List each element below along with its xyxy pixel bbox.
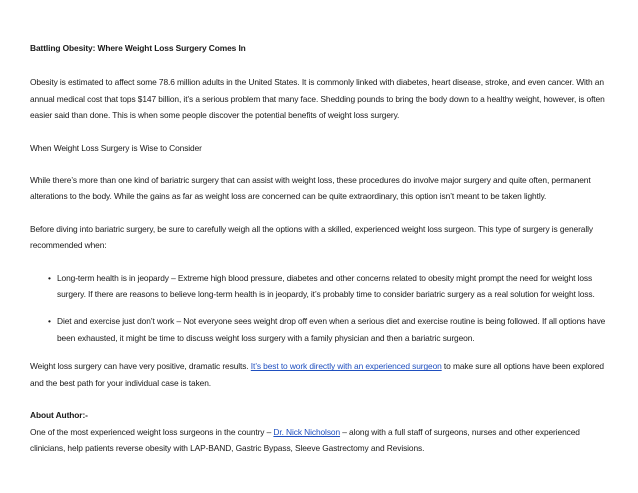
document-title: Battling Obesity: Where Weight Loss Surgery Comes In [30, 43, 246, 53]
list-item-text: Diet and exercise just don’t work – Not everyone sees weight drop off even when a serious diet and exercise routine is being followed. If all options have been exhausted, it might be time to discuss weight loss surgery with a family physician and then a bariatric surgeon. [57, 316, 606, 343]
document-page [30, 40, 610, 456]
closing-text-before: Weight loss surgery can have very positive, dramatic results. [30, 361, 251, 372]
closing-text-after: to make sure all options have been explored and the best path for your individual case is taken. [30, 361, 604, 388]
about-author-heading: About Author:- [30, 410, 88, 421]
paragraph-bariatric-overview: While there’s more than one kind of bariatric surgery that can assist with weight loss, these procedures do involve major surgery and quite often, permanent alterations to the body. While the gains as far as weight loss are concerned can be quite extraordinary, this option isn’t meant to be taken lightly. [30, 175, 591, 202]
about-author-paragraph [30, 424, 610, 457]
author-text-after: – along with a full staff of surgeons, nurses and other experienced clinicians, help patients reverse obesity with LAP-BAND, Gastric Bypass, Sleeve Gastrectomy and Revisions. [30, 426, 580, 453]
intro-paragraph: Obesity is estimated to affect some 78.6 million adults in the United States. It is commonly linked with diabetes, heart disease, stroke, and even cancer. With an annual medical cost that tops $147 billion, it’s a serious problem that many face. Shedding pounds to bring the body down to a healthy weight, however, is often easier said than done. This is when some people discover the potential benefits of weight loss surgery. [30, 77, 605, 121]
dr-nick-nicholson-link[interactable]: Dr. Nick Nicholson [273, 426, 341, 437]
closing-paragraph [30, 358, 610, 391]
section-subheading: When Weight Loss Surgery is Wise to Consider [30, 142, 202, 153]
list-item [48, 270, 610, 303]
list-item [48, 313, 610, 346]
paragraph-before-diving: Before diving into bariatric surgery, be sure to carefully weigh all the options with a skilled, experienced weight loss surgeon. This type of surgery is generally recommended when: [30, 223, 593, 251]
list-item-text: Long-term health is in jeopardy – Extreme high blood pressure, diabetes and other concerns related to obesity might prompt the need for weight loss surgery. If there are reasons to believe long-term health is in jeopardy, it’s probably time to consider bariatric surgery as a real solution for weight loss. [57, 272, 595, 300]
author-text-before: One of the most experienced weight loss surgeons in the country – [30, 426, 274, 437]
bullet-icon: • [48, 316, 51, 327]
bullet-icon: • [48, 272, 51, 283]
experienced-surgeon-link[interactable]: It’s best to work directly with an experienced surgeon [250, 361, 442, 372]
recommendation-list [30, 270, 610, 347]
